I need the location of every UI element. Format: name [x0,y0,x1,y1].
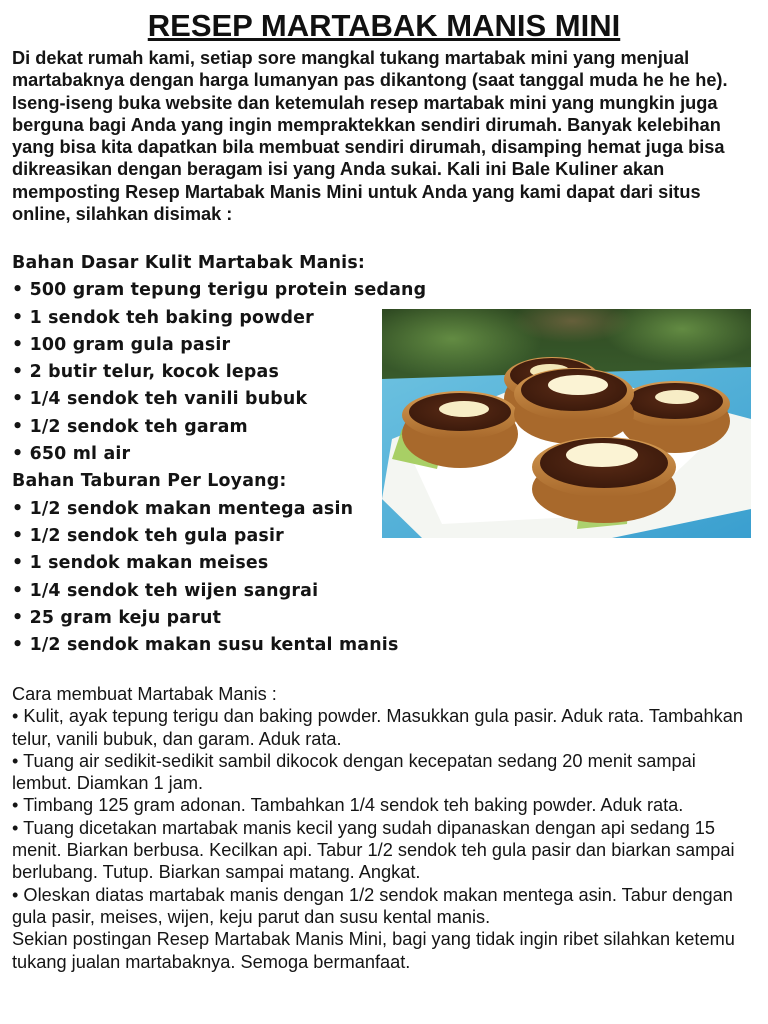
ingredient-item: • 2 butir telur, kocok lepas [12,362,280,383]
ingredient-item: • 25 gram keju parut [12,607,222,628]
method-step: • Timbang 125 gram adonan. Tambahkan 1/4 sendok teh baking powder. Aduk rata. [12,795,684,816]
ingredient-item: • 1/2 sendok makan mentega asin [12,498,354,519]
ingredient-item: • 650 ml air [12,444,131,465]
base-ingredients-heading: Bahan Dasar Kulit Martabak Manis: [12,253,366,273]
document-title: RESEP MARTABAK MANIS MINI [147,8,621,43]
ingredient-item: • 1/2 sendok teh garam [12,416,248,437]
martabak-photo [382,309,751,538]
method-heading: Cara membuat Martabak Manis : [12,684,277,704]
ingredient-item: • 1 sendok teh baking powder [12,307,314,328]
method-section [12,683,760,973]
ingredient-item: • 500 gram tepung terigu protein sedang [12,280,427,301]
ingredient-item: • 1 sendok makan meises [12,553,269,574]
ingredient-item: • 1/4 sendok teh wijen sangrai [12,580,319,601]
ingredient-item: • 1/2 sendok teh gula pasir [12,525,284,546]
closing-paragraph: Sekian postingan Resep Martabak Manis Mini, bagi yang tidak ingin ribet silahkan ketemu tukang jualan martabaknya. Semoga bermanfaat. [12,929,735,972]
method-step: • Tuang air sedikit-sedikit sambil dikocok dengan kecepatan sedang 20 menit sampai lembut. Diamkan 1 jam. [12,750,696,794]
method-step: • Kulit, ayak tepung terigu dan baking powder. Masukkan gula pasir. Aduk rata. Tambahkan telur, vanili bubuk, dan garam. Aduk rata. [12,706,743,749]
topping-ingredients-heading: Bahan Taburan Per Loyang: [12,471,287,492]
method-step: • Tuang dicetakan martabak manis kecil yang sudah dipanaskan dengan api sedang 15 menit. Biarkan berbusa. Kecilkan api. Tabur 1/2 sendok teh gula pasir dan biarkan sampai berlubang. Tutup. Biarkan sampai matang. Angkat. [12,817,735,883]
ingredient-item: • 1/4 sendok teh vanili bubuk [12,389,308,410]
ingredient-item: • 100 gram gula pasir [12,334,231,355]
ingredient-item: • 1/2 sendok makan susu kental manis [12,635,399,656]
method-step: • Oleskan diatas martabak manis dengan 1/2 sendok makan mentega asin. Tabur dengan gula pasir, meises, wijen, keju parut dan susu kental manis. [12,884,733,927]
intro-paragraph: Di dekat rumah kami, setiap sore mangkal tukang martabak mini yang menjual martabaknya dengan harga lumanyan pas dikantong (saat tanggal muda he he he). Iseng-iseng buka website dan ketemulah resep martabak mini yang mungkin juga berguna bagi Anda yang ingin mempraktekkan sendiri dirumah. Banyak kelebihan yang bisa kita dapatkan bila membuat sendiri dirumah, disamping hemat juga bisa dikreasikan dengan beragam isi yang Anda sukai. Kali ini Bale Kuliner akan memposting Resep Martabak Manis Mini untuk Anda yang kami dapat dari situs online, silahkan disimak : [12,48,728,225]
